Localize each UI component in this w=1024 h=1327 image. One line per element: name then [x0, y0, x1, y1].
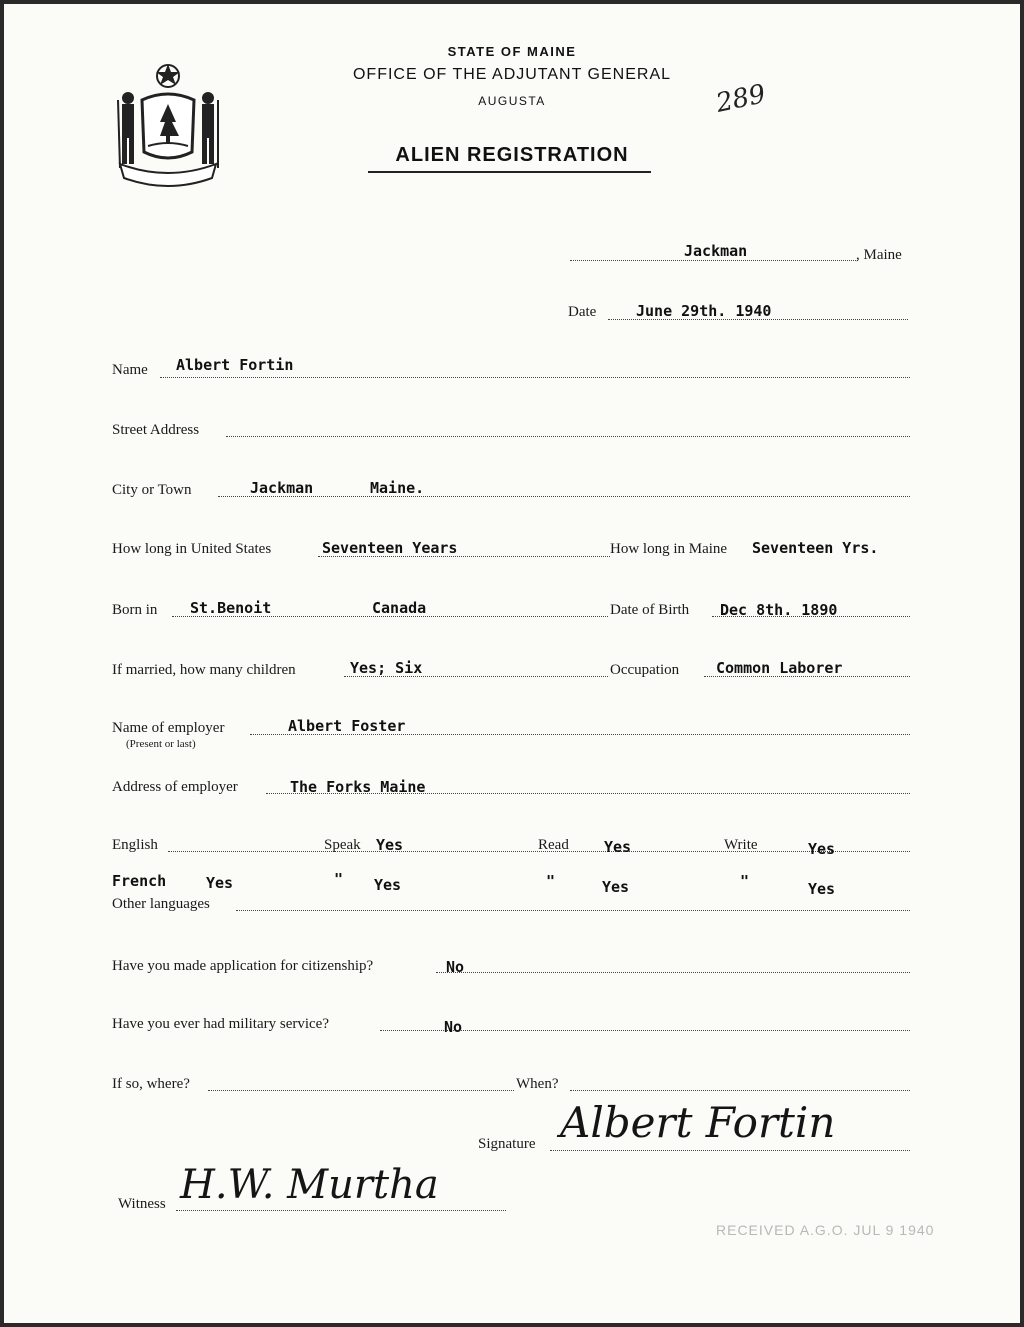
- maine-duration-value: Seventeen Yrs.: [752, 539, 879, 557]
- english-read-value: Yes: [604, 838, 632, 856]
- employer-address-label: Address of employer: [112, 779, 238, 795]
- military-label: Have you ever had military service?: [112, 1016, 329, 1032]
- occupation-value: Common Laborer: [716, 659, 843, 677]
- received-stamp: RECEIVED A.G.O. JUL 9 1940: [716, 1222, 935, 1238]
- employer-label: Name of employer: [112, 720, 225, 736]
- header-city: AUGUSTA: [478, 94, 546, 108]
- header-office: OFFICE OF THE ADJUTANT GENERAL: [352, 66, 672, 83]
- born-label: Born in: [112, 602, 158, 618]
- city-label: City or Town: [112, 482, 192, 498]
- english-speak-value: Yes: [376, 836, 404, 854]
- date-value: June 29th. 1940: [636, 302, 772, 320]
- french-ditto-3: ": [740, 872, 750, 890]
- date-label: Date: [568, 304, 597, 320]
- employer-value: Albert Foster: [288, 717, 406, 735]
- speak-label: Speak: [324, 837, 361, 853]
- citizenship-value: No: [446, 958, 465, 976]
- us-duration-label: How long in United States: [112, 541, 272, 557]
- citizenship-line: [436, 972, 910, 973]
- write-label: Write: [724, 837, 758, 853]
- born-town-value: St.Benoit: [190, 599, 272, 617]
- dob-label: Date of Birth: [610, 602, 690, 618]
- name-value: Albert Fortin: [176, 356, 294, 374]
- french-write-value: Yes: [602, 878, 630, 896]
- when-line: [570, 1090, 910, 1091]
- french-read-value: Yes: [374, 876, 402, 894]
- title-underline: [368, 171, 651, 173]
- street-line: [226, 436, 910, 437]
- children-value: Yes; Six: [350, 659, 423, 677]
- signature-label: Signature: [478, 1136, 536, 1152]
- english-write-value: Yes: [808, 840, 836, 858]
- military-value: No: [444, 1018, 463, 1036]
- french-ditto-2: ": [546, 872, 556, 890]
- form-title: ALIEN REGISTRATION: [395, 144, 629, 166]
- where-line: [208, 1090, 514, 1091]
- place-value: Jackman: [684, 242, 748, 260]
- employer-sublabel: (Present or last): [126, 738, 196, 750]
- witness-line: [176, 1210, 506, 1211]
- french-ditto-1: ": [334, 870, 344, 888]
- french-speak-value: Yes: [206, 874, 234, 892]
- dob-value: Dec 8th. 1890: [720, 601, 838, 619]
- other-languages-line: [236, 910, 910, 911]
- witness-signature: H.W. Murtha: [180, 1162, 439, 1208]
- place-suffix: , Maine: [856, 247, 902, 263]
- english-label: English: [112, 837, 158, 853]
- handwritten-number: 289: [713, 79, 769, 119]
- born-country-value: Canada: [372, 599, 427, 617]
- french-extra-value: Yes: [808, 880, 836, 898]
- us-duration-value: Seventeen Years: [322, 539, 458, 557]
- applicant-signature: Albert Fortin: [560, 1098, 836, 1147]
- place-line: [570, 260, 858, 261]
- registration-form: [4, 4, 1020, 1323]
- when-label: When?: [516, 1076, 559, 1092]
- header-state: STATE OF MAINE: [447, 44, 577, 59]
- name-line: [160, 377, 910, 378]
- employer-address-value: The Forks Maine: [290, 778, 426, 796]
- maine-duration-label: How long in Maine: [610, 541, 728, 557]
- read-label: Read: [538, 837, 569, 853]
- street-label: Street Address: [112, 422, 200, 438]
- french-lang-value: French: [112, 872, 167, 890]
- children-label: If married, how many children: [112, 662, 296, 678]
- city-line: [218, 496, 910, 497]
- other-languages-label: Other languages: [112, 896, 210, 912]
- witness-label: Witness: [118, 1196, 166, 1212]
- signature-line: [550, 1150, 910, 1151]
- occupation-label: Occupation: [610, 662, 680, 678]
- citizenship-label: Have you made application for citizenship?: [112, 958, 374, 974]
- city-state-value: Maine.: [370, 479, 425, 497]
- city-value: Jackman: [250, 479, 314, 497]
- name-label: Name: [112, 362, 148, 378]
- where-label: If so, where?: [112, 1076, 190, 1092]
